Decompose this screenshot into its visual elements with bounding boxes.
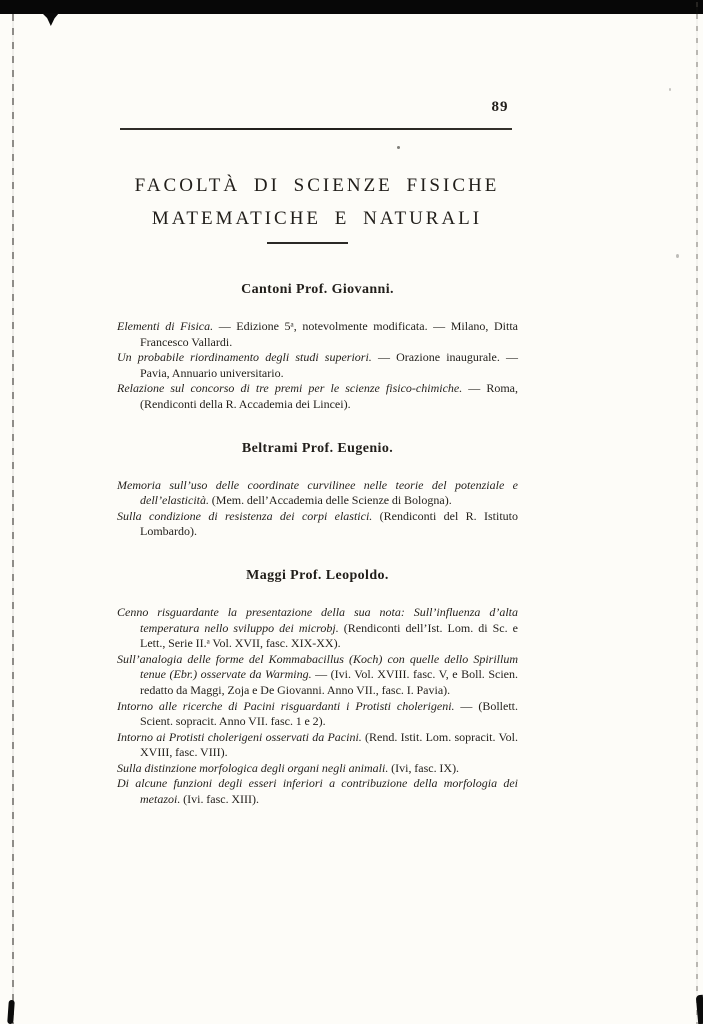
entry-detail: — (Bollett. Scient. sopracit. Anno VII. fasc. 1 e 2). <box>140 698 518 729</box>
entry-detail: (Rendiconti del R. Istituto Lombardo). <box>140 508 518 539</box>
bibliography-list <box>117 605 518 808</box>
entry-title: Memoria sull’uso delle coordinate curvilinee nelle teorie del potenziale e dell’elasticità. <box>117 477 518 508</box>
bibliography-list <box>117 319 518 413</box>
bibliography-entry <box>117 478 518 509</box>
bibliography-entry <box>117 319 518 350</box>
scan-top-edge <box>0 0 703 14</box>
entry-title: Elementi di Fisica. <box>117 319 214 333</box>
scan-left-edge-line <box>12 14 14 1024</box>
author-heading: Maggi Prof. Leopoldo. <box>246 567 389 583</box>
entry-title: Sull’analogia delle forme del Kommabacillus (Koch) con quelle dello Spirillum tenue (Ebr.) osservate da Warming. <box>117 651 518 682</box>
author-heading: Cantoni Prof. Giovanni. <box>241 282 394 297</box>
bibliography-entry <box>117 350 518 381</box>
title-rule <box>267 242 348 244</box>
entry-detail: (Ivi, fasc. IX). <box>388 760 460 775</box>
author-section <box>117 440 518 540</box>
bibliography-entry <box>117 761 518 777</box>
bibliography-list <box>117 478 518 540</box>
scan-speck <box>397 146 400 149</box>
entry-title: Cenno risguardante la presentazione della sua nota: Sull’influenza d’alta temperatura nello sviluppo dei microbj. <box>117 604 518 635</box>
entry-detail: — Orazione inaugurale. — Pavia, Annuario universitario. <box>140 350 518 380</box>
bibliography-entry <box>117 776 518 807</box>
scan-speck <box>676 254 679 258</box>
bibliography-entry <box>117 699 518 730</box>
entry-detail: — (Ivi. Vol. XVIII. fasc. V, e Boll. Scien. redatto da Maggi, Zoja e De Giovanni. Anno VII., fasc. I. Pavia). <box>140 667 518 697</box>
entry-title: Sulla distinzione morfologica degli organi negli animali. <box>117 760 389 775</box>
entry-title: Sulla condizione di resistenza dei corpi elastici. <box>117 508 373 523</box>
faculty-title-line2: MATEMATICHE E NATURALI <box>151 208 483 229</box>
entry-detail: (Mem. dell’Accademia delle Scienze di Bologna). <box>208 493 452 508</box>
entry-title: Intorno ai Protisti cholerigeni osservati da Pacini. <box>117 729 362 744</box>
entry-detail: (Ivi. fasc. XIII). <box>180 792 260 807</box>
entry-detail: (Rendiconti dell’Ist. Lom. di Sc. e Lett., Serie II.ᵃ Vol. XVII, fasc. XIX-XX). <box>140 620 518 651</box>
bibliography-entry <box>117 605 518 652</box>
faculty-title-line1: FACOLTÀ DI SCIENZE FISICHE <box>134 175 500 196</box>
sections <box>117 281 518 835</box>
faculty-title <box>107 169 527 235</box>
page-number: 89 <box>491 99 509 115</box>
author-section <box>117 281 518 413</box>
entry-detail: — Roma, (Rendiconti della R. Accademia dei Lincei). <box>140 381 518 411</box>
bibliography-entry <box>117 652 518 699</box>
entry-title: Un probabile riordinamento degli studi superiori. <box>117 350 372 365</box>
bibliography-entry <box>117 509 518 540</box>
entry-title: Di alcune funzioni degli esseri inferiori a contribuzione della morfologia dei metazoi. <box>117 776 518 807</box>
entry-title: Intorno alle ricerche di Pacini risguardanti i Protisti cholerigeni. <box>117 698 455 713</box>
bibliography-entry <box>117 381 518 412</box>
entry-detail: (Rend. Istit. Lom. sopracit. Vol. XVIII, fasc. VIII). <box>140 729 519 760</box>
bibliography-entry <box>117 730 518 761</box>
entry-title: Relazione sul concorso di tre premi per le scienze fisico-chimiche. <box>117 381 463 396</box>
header-rule <box>120 128 512 130</box>
author-heading: Beltrami Prof. Eugenio. <box>241 440 394 456</box>
scan-right-edge-line <box>696 2 698 1024</box>
author-section <box>117 567 518 808</box>
scan-speck <box>669 88 671 91</box>
entry-detail: — Edizione 5ᵃ, notevolmente modificata. — Milano, Ditta Francesco Vallardi. <box>140 319 518 349</box>
scan-top-notch <box>42 13 59 26</box>
